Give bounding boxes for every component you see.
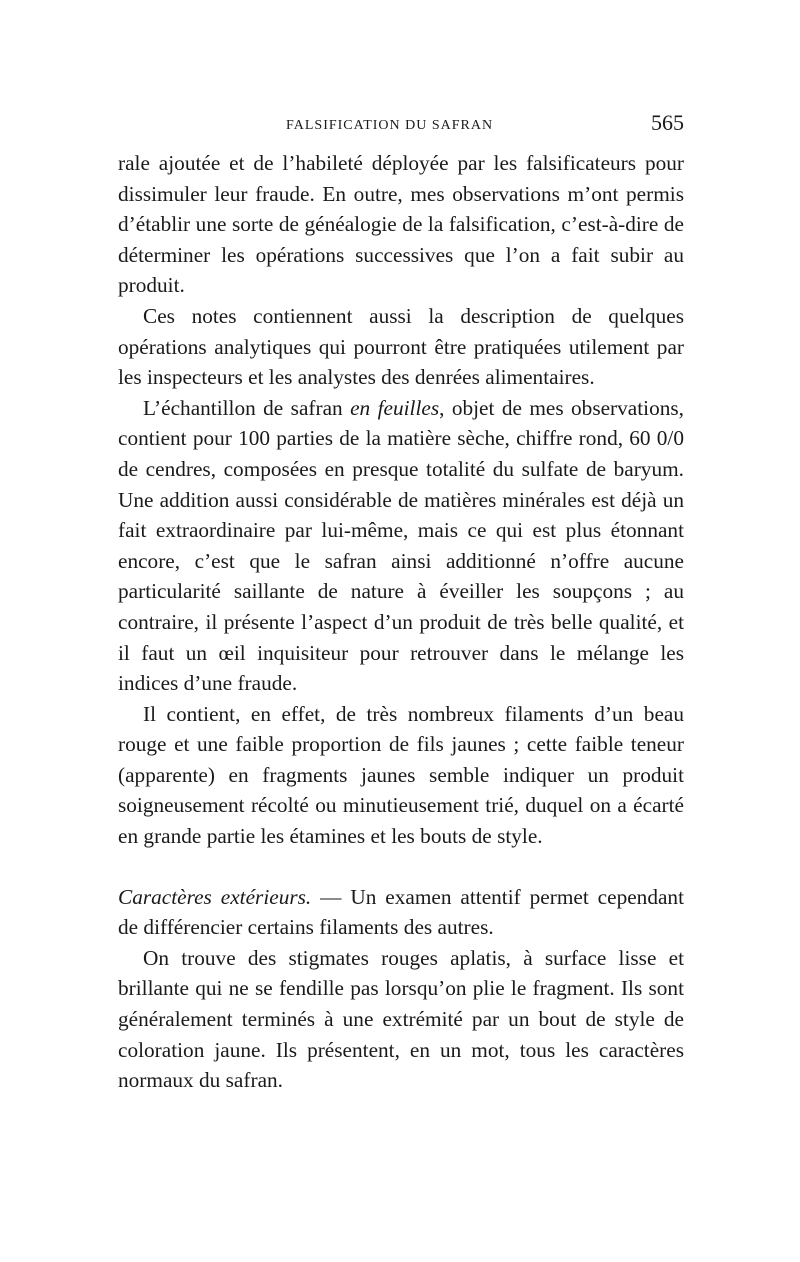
body-text [118,148,684,1096]
page-number: 565 [651,110,684,135]
section-heading-text: — Un examen attentif permet cependant de différencier certains filaments des autres. [118,884,684,940]
paragraph-sample-start: L’échantillon de safran [143,395,351,420]
paragraph-notes: Ces notes contiennent aussi la description de quelques opérations analytiques qui pourront être pratiquées utilement par les inspecteurs et les analystes des denrées alimentaires. [118,303,684,390]
italic-en-feuilles: en feuilles [350,395,440,420]
paragraph-stigmates: On trouve des stigmates rouges aplatis, à surface lisse et brillante qui ne se fendille pas lorsqu’on plie le fragment. Ils sont généralement terminés à une extrémité par un bout de style de coloration jaune. Ils présentent, en un mot, tous les caractères normaux du safran. [118,945,684,1093]
running-head [118,110,684,142]
paragraph-sample-rest: , objet de mes observations, contient pour 100 parties de la matière sèche, chiffre rond, 60 0/0 de cendres, composées en presque totalité du sulfate de baryum. Une addition aussi considérable de matières minérales est déjà un fait extraordinaire par lui-même, mais ce qui est plus étonnant encore, c’est que le safran ainsi additionné n’offre aucune particularité saillante de nature à éveiller les soupçons ; au contraire, il présente l’aspect d’un produit de très belle qualité, et il faut un œil inquisiteur pour retrouver dans le mélange les indices d’une fraude. [118,395,684,696]
paragraph-filaments: Il contient, en effet, de très nombreux filaments d’un beau rouge et une faible proportion de fils jaunes ; cette faible teneur (apparente) en fragments jaunes semble indiquer un produit soigneusement récolté ou minutieusement trié, duquel on a écarté en grande partie les étamines et les bouts de style. [118,701,684,849]
paragraph-continuation: rale ajoutée et de l’habileté déployée par les falsificateurs pour dissimuler leur fraude. En outre, mes observations m’ont permis d’établir une sorte de généalogie de la falsification, c’est-à-dire de déterminer les opérations successives que l’on a fait subir au produit. [118,151,684,298]
book-page [118,110,684,1096]
running-title: FALSIFICATION DU SAFRAN [286,118,494,133]
section-heading: Caractères extérieurs. [118,884,312,909]
paragraph-exterior-characters [118,882,684,943]
paragraph-sample [118,393,684,699]
